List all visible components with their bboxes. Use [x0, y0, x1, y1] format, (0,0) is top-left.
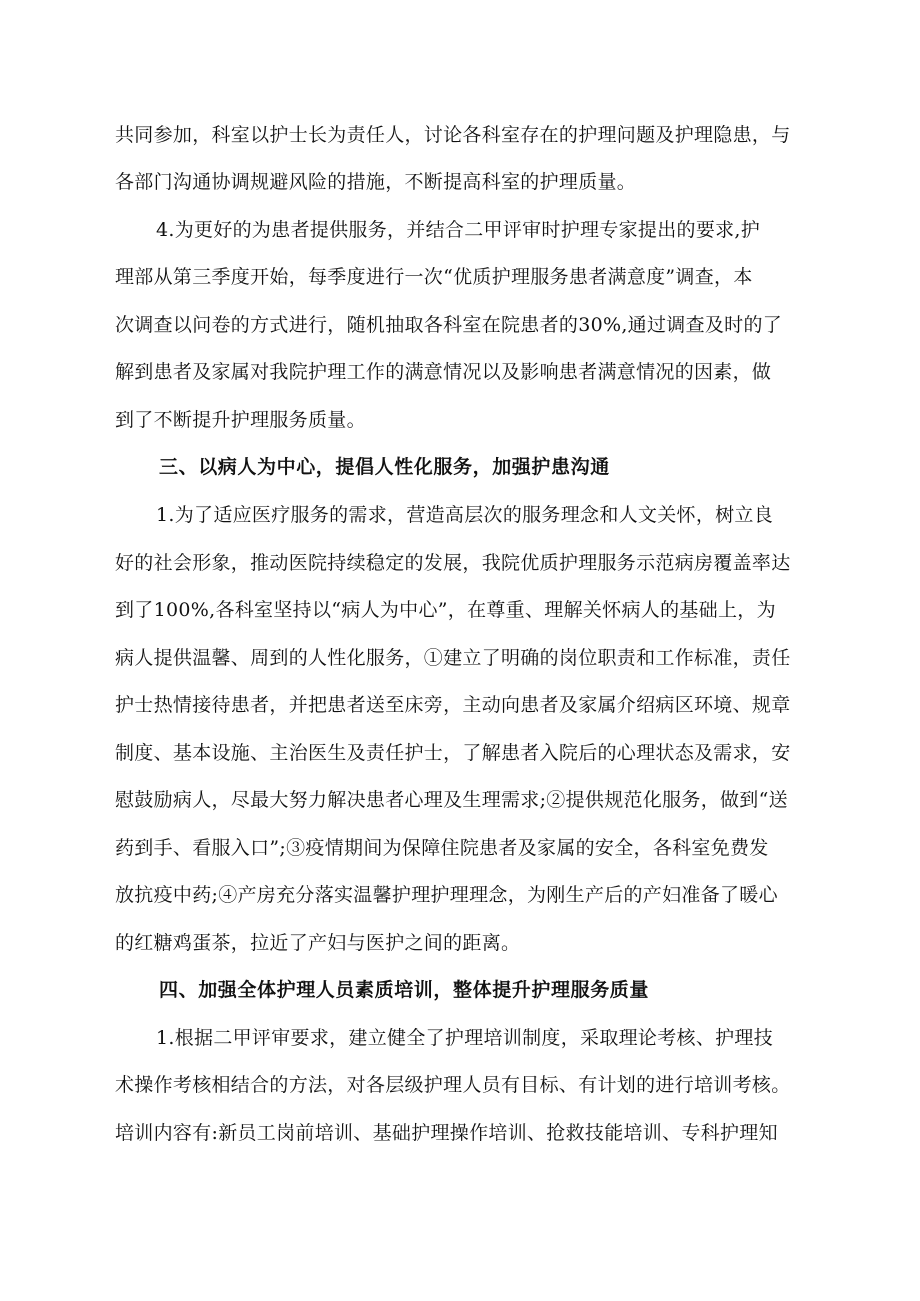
- body-line-9: 1.为了适应医疗服务的需求，营造高层次的服务理念和人文关怀，树立良: [156, 504, 774, 526]
- body-line-18: 的红糖鸡蛋茶，拉近了产妇与医护之间的距离。: [115, 932, 521, 954]
- body-line-13: 护士热情接待患者，并把患者送至床旁，主动向患者及家属介绍病区环境、规章: [115, 694, 791, 716]
- body-line-1: 共同参加，科室以护士长为责任人，讨论各科室存在的护理问题及护理隐患，与: [115, 124, 791, 146]
- body-line-20: 1.根据二甲评审要求，建立健全了护理培训制度，采取理论考核、护理技: [156, 1027, 774, 1049]
- body-line-12: 病人提供温馨、周到的人性化服务，①建立了明确的岗位职责和工作标准，责任: [115, 647, 791, 669]
- body-line-17: 放抗疫中药;④产房充分落实温馨护理护理理念，为刚生产后的产妇准备了暖心: [115, 884, 778, 906]
- body-line-4: 理部从第三季度开始，每季度进行一次“优质护理服务患者满意度”调查，本: [115, 266, 753, 288]
- body-line-15: 慰鼓励病人，尽最大努力解决患者心理及生理需求;②提供规范化服务，做到“送: [115, 789, 788, 811]
- body-line-5: 次调查以问卷的方式进行，随机抽取各科室在院患者的30%,通过调查及时的了: [115, 314, 783, 336]
- body-line-3: 4.为更好的为患者提供服务，并结合二甲评审时护理专家提出的要求,护: [156, 219, 761, 241]
- section-heading-3: 三、以病人为中心，提倡人性化服务，加强护患沟通: [159, 456, 610, 478]
- body-line-10: 好的社会形象，推动医院持续稳定的发展，我院优质护理服务示范病房覆盖率达: [115, 552, 791, 574]
- body-line-11: 到了100%,各科室坚持以“病人为中心”，在尊重、理解关怀病人的基础上，为: [115, 599, 776, 621]
- body-line-7: 到了不断提升护理服务质量。: [115, 409, 366, 431]
- body-line-16: 药到手、看服入口”;③疫情期间为保障住院患者及家属的安全，各科室免费发: [115, 837, 769, 859]
- body-line-14: 制度、基本设施、主治医生及责任护士，了解患者入院后的心理状态及需求，安: [115, 742, 791, 764]
- section-heading-4: 四、加强全体护理人员素质培训，整体提升护理服务质量: [159, 979, 650, 1001]
- body-line-2: 各部门沟通协调规避风险的措施，不断提高科室的护理质量。: [115, 171, 637, 193]
- body-line-6: 解到患者及家属对我院护理工作的满意情况以及影响患者满意情况的因素，做: [115, 361, 772, 383]
- body-line-21: 术操作考核相结合的方法，对各层级护理人员有目标、有计划的进行培训考核。: [115, 1074, 791, 1096]
- body-line-22: 培训内容有:新员工岗前培训、基础护理操作培训、抢救技能培训、专科护理知: [115, 1122, 778, 1144]
